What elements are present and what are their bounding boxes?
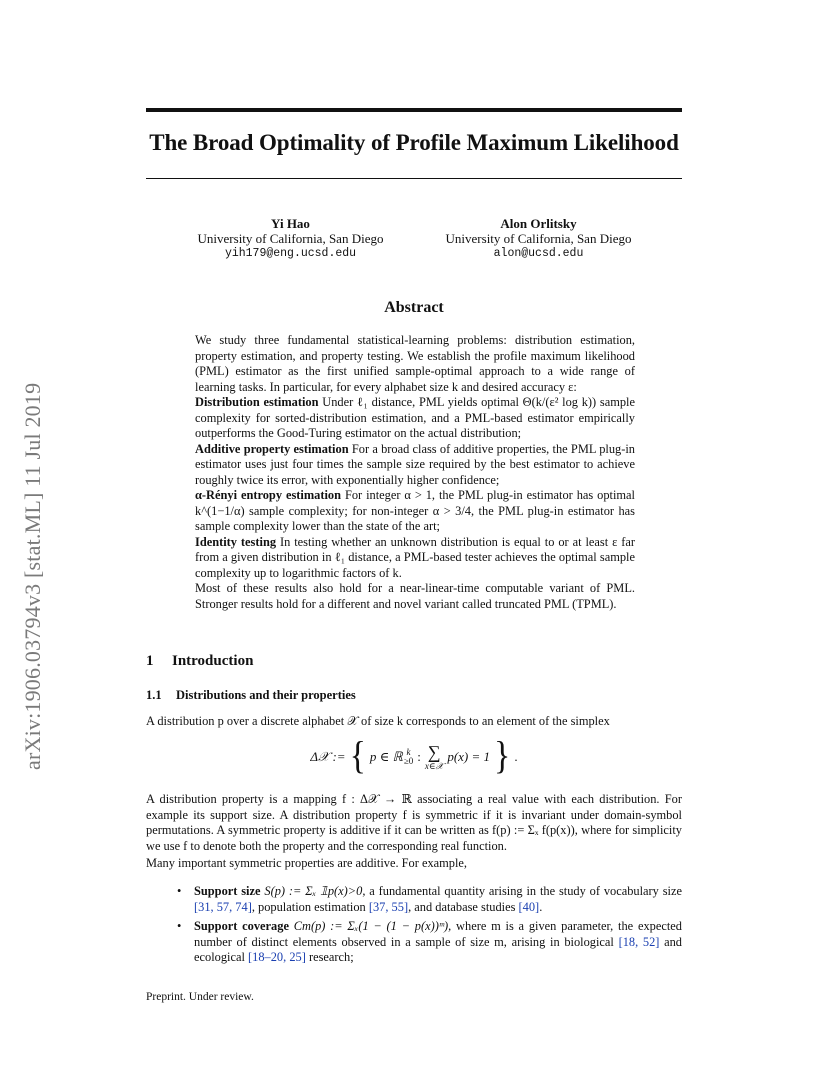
abstract-item-label: Additive property estimation: [195, 441, 349, 456]
bullet-label: Support coverage: [194, 919, 289, 933]
bullet-label: Support size: [194, 884, 261, 898]
left-brace: {: [349, 735, 366, 778]
equation-set-sub: ≥0: [403, 756, 414, 766]
list-item: [177, 884, 682, 915]
equation-set-sup: k: [406, 747, 411, 757]
page-footer: Preprint. Under review.: [146, 991, 254, 1003]
section-heading: [146, 653, 253, 670]
right-brace: }: [494, 735, 511, 778]
paragraph-additive: Many important symmetric properties are additive. For example,: [146, 856, 468, 870]
arxiv-identifier: arXiv:1906.03794v3 [stat.ML] 11 Jul 2019: [20, 382, 45, 770]
paper-title: The Broad Optimality of Profile Maximum Likelihood: [149, 130, 679, 155]
citation-link[interactable]: [40]: [518, 899, 540, 914]
citation-link[interactable]: [18–20, 25]: [248, 950, 306, 964]
abstract-intro: We study three fundamental statistical-learning problems: distribution estimation, property estimation, and property testing. We establish the profile maximum likelihood (PML) estimator as the first unified sample-optimal approach to a wide range of learning tasks. In particular, for every alphabet size k and desired accuracy ε:: [195, 333, 635, 394]
citation-link[interactable]: [31, 57, 74]: [194, 899, 252, 914]
citation-link[interactable]: [18, 52]: [618, 934, 660, 949]
paragraph-simplex: A distribution p over a discrete alphabet 𝒳 of size k corresponds to an element of the simplex: [146, 714, 610, 728]
citation-link[interactable]: [37, 55]: [368, 899, 409, 914]
sum-subscript: x∈𝒳: [424, 761, 444, 771]
abstract-heading: Abstract: [384, 299, 444, 316]
author-name: Alon Orlitsky: [500, 216, 577, 231]
equation-colon: :: [417, 749, 421, 764]
abstract-item-text: In testing whether an unknown distribution is equal to or at least ε far from a given distribution in ℓ₁ distance, a PML-based tester achieves the optimal sample complexity up to logarithmic factors of k.: [195, 534, 635, 580]
equation-set-lhs: p ∈ ℝ: [369, 749, 403, 764]
equation-end: .: [514, 749, 518, 764]
bullet-icon: •: [177, 919, 182, 933]
abstract-item-text: Under ℓ₁ distance, PML yields optimal Θ(k/(ε² log k)) sample complexity for sorted-distribution estimation, and a PML-based estimator empirically outperforms the Good-Turing estimator on the actual distribution;: [195, 395, 635, 440]
abstract-body: [195, 333, 635, 612]
abstract-item-text: For a broad class of additive properties, the PML plug-in estimator uses just four times the sample size required by the best estimator to achieve roughly twice its error, with exponentially higher confidence;: [195, 441, 635, 487]
bullet-formula: Cm(p) := Σₓ(1 − (1 − p(x))ᵐ),: [293, 919, 452, 933]
bullet-text: , and database studies: [408, 899, 519, 914]
author-affiliation: University of California, San Diego: [445, 231, 632, 246]
author-affiliation: University of California, San Diego: [197, 231, 384, 246]
equation-body: p(x) = 1: [447, 749, 491, 764]
abstract-item-text: For integer α > 1, the PML plug-in estimator has optimal k^(1−1/α) sample complexity; for non-integer α > 3/4, the PML plug-in estimator has sample complexity lower than the state of the art;: [195, 488, 636, 533]
abstract-item-label: Distribution estimation: [195, 395, 319, 409]
abstract-closing: Most of these results also hold for a near-linear-time computable variant of PML. Stronger results hold for a different and novel variant called truncated PML (TPML).: [195, 581, 635, 611]
list-item: [177, 919, 682, 966]
abstract-item: [195, 395, 635, 442]
abstract-item-label: α-Rényi entropy estimation: [195, 488, 342, 502]
equation-lhs: Δ𝒳 :=: [310, 749, 346, 764]
bullet-icon: •: [177, 884, 182, 898]
abstract-item: [195, 442, 635, 489]
abstract-item-label: Identity testing: [195, 534, 277, 549]
section-title: Introduction: [172, 653, 254, 669]
abstract-item: [195, 488, 635, 535]
paragraph-properties: A distribution property is a mapping f : Δ𝒳 → ℝ associating a real value with each distribution. For example its support size. A distribution property f is symmetric if it is invariant under domain-symbol permutations. A symmetric property is additive if it can be written as f(p) := Σₓ f(p(x)), where for simplicity we use f to denote both the property and the corresponding real function.: [146, 792, 682, 853]
bullet-text: .: [539, 899, 543, 914]
section-number: 1: [146, 653, 154, 669]
bullet-text: and ecological: [194, 934, 682, 964]
bullet-text: , population estimation: [251, 899, 369, 914]
subsection-heading: [146, 688, 356, 703]
author-email[interactable]: alon@ucsd.edu: [493, 247, 584, 260]
sum-symbol: ∑ x∈𝒳: [424, 742, 444, 771]
abstract-item: [195, 535, 635, 582]
author-block-2: [436, 216, 641, 261]
property-list: [177, 884, 682, 970]
bullet-text: a fundamental quantity arising in the study of vocabulary size: [369, 884, 682, 898]
title-top-rule: [146, 108, 682, 112]
subsection-title: Distributions and their properties: [176, 688, 356, 702]
author-block-1: [188, 216, 393, 261]
bullet-text: where m is a given parameter, the expected number of distinct elements observed in a sample of size m, arising in biological: [194, 919, 682, 949]
subsection-number: 1.1: [146, 688, 162, 702]
simplex-equation: [146, 735, 682, 784]
bullet-formula: S(p) := Σₓ 𝟙p(x)>0,: [264, 884, 366, 898]
bullet-text: research;: [305, 950, 354, 964]
author-email[interactable]: yih179@eng.ucsd.edu: [224, 247, 357, 260]
title-bottom-rule: [146, 178, 682, 179]
author-name: Yi Hao: [271, 216, 310, 231]
